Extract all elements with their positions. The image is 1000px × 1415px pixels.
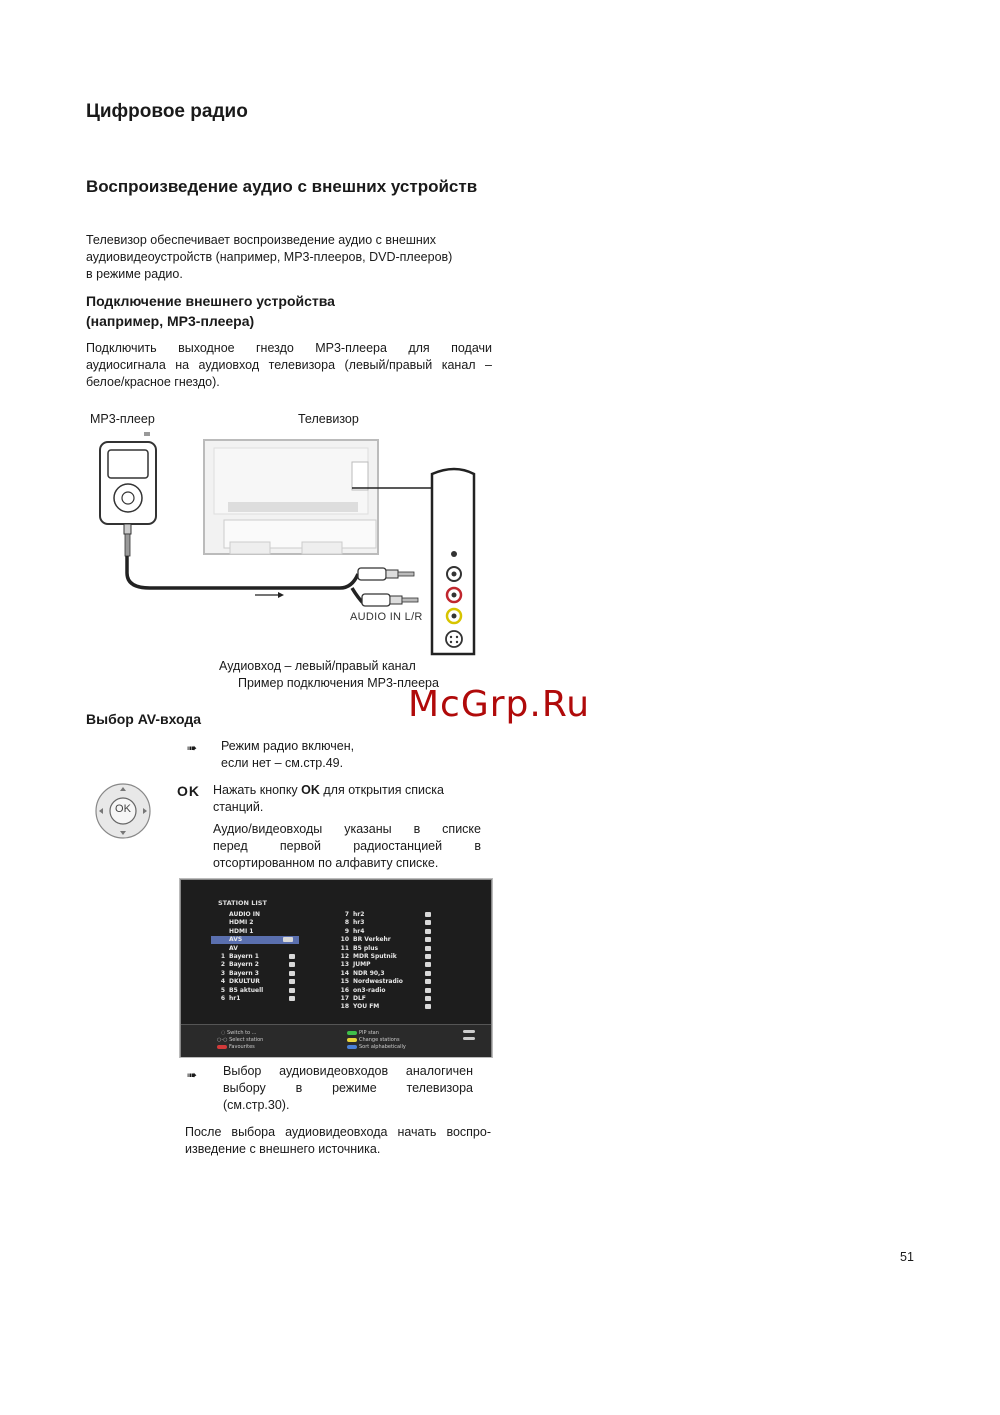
connect-heading-line-2: (например, MP3-плеера) — [86, 313, 255, 329]
footer-pill-icon-1 — [463, 1030, 475, 1033]
connect-line-1: Подключить выходное гнездо MP3-плеера для подачи — [86, 341, 492, 355]
diagram-caption-1: Аудиовход – левый/правый канал — [219, 659, 416, 673]
ok-key-label: OK — [177, 783, 200, 799]
av-line-1: Аудио/видеовходы указаны в списке — [213, 822, 481, 836]
radio-icon — [289, 962, 295, 967]
station-name: on3-radio — [353, 986, 386, 994]
page-title: Цифровое радио — [86, 101, 248, 122]
note-1-line-2: если нет – см.стр.49. — [221, 755, 344, 770]
ok-text-part-1: Нажать кнопку — [213, 783, 302, 797]
station-name: B5 plus — [353, 944, 379, 952]
station-name: hr2 — [353, 911, 365, 918]
radio-icon — [289, 954, 295, 959]
radio-icon — [289, 979, 295, 984]
station-name: AVS — [229, 936, 243, 944]
note-2-line-2: выбору в режиме телевизора — [223, 1080, 473, 1095]
av-paragraph — [213, 821, 481, 871]
footer-switch-to: ◌ Switch to ... — [221, 1030, 257, 1036]
station-number: 3 — [220, 969, 225, 977]
rca-plug-red — [362, 594, 418, 606]
after-paragraph — [185, 1124, 491, 1158]
station-number: 11 — [340, 944, 349, 952]
station-row[interactable] — [335, 919, 435, 927]
station-number: 1 — [220, 953, 225, 960]
connection-diagram — [90, 428, 490, 658]
note-1 — [221, 738, 354, 772]
station-number: 13 — [340, 961, 349, 969]
station-name: hr1 — [229, 995, 241, 1002]
station-name: Bayern 3 — [229, 969, 259, 977]
station-name: HDMI 1 — [229, 927, 254, 935]
station-name: AUDIO IN — [229, 911, 260, 918]
intro-paragraph — [86, 232, 492, 282]
radio-icon — [425, 937, 431, 942]
station-number: 4 — [220, 978, 225, 986]
footer-pip: PIP stan — [347, 1030, 379, 1036]
station-name: DKULTUR — [229, 978, 260, 986]
note-1-line-1: Режим радио включен, — [221, 739, 355, 753]
ok-instruction — [213, 782, 481, 816]
tv-back-illustration — [204, 440, 378, 554]
av-line-2: перед первой радиостанцией в — [213, 838, 481, 853]
footer-select-station: ○-○ Select station — [217, 1037, 264, 1043]
connect-line-2: аудиосигнала на аудиовход телевизора (левый/правый канал – — [86, 357, 492, 372]
station-number: 14 — [340, 969, 349, 977]
station-name: AV — [229, 944, 238, 952]
station-list-screen — [180, 879, 492, 1057]
station-row[interactable] — [335, 936, 435, 944]
selected-marker-icon — [283, 937, 293, 942]
station-number: 2 — [220, 961, 225, 969]
station-row[interactable] — [211, 919, 299, 927]
after-line-1: После выбора аудиовидеовхода начать воспро- — [185, 1125, 491, 1139]
page-number: 51 — [900, 1250, 914, 1264]
station-number: 5 — [220, 986, 225, 994]
radio-icon — [289, 996, 295, 1001]
station-number: 6 — [220, 995, 225, 1002]
radio-icon — [425, 971, 431, 976]
footer-pill-icon-2 — [463, 1037, 475, 1040]
station-name: hr3 — [353, 919, 365, 927]
note-2 — [223, 1063, 473, 1113]
station-name: Bayern 1 — [229, 953, 259, 960]
station-number: 16 — [340, 986, 349, 994]
connect-heading-line-1: Подключение внешнего устройства — [86, 293, 335, 309]
ok-instruction-line-2: станций. — [213, 799, 264, 814]
station-row[interactable] — [211, 978, 299, 986]
station-row[interactable] — [335, 987, 435, 995]
radio-icon — [425, 1004, 431, 1009]
station-row[interactable] — [335, 928, 435, 936]
mp3-label: MP3-плеер — [90, 412, 155, 426]
station-name: Nordwestradio — [353, 978, 403, 986]
station-number: 8 — [344, 919, 349, 927]
radio-icon — [425, 929, 431, 934]
station-list-title: STATION LIST — [218, 899, 267, 907]
station-name: HDMI 2 — [229, 919, 254, 927]
radio-icon — [425, 996, 431, 1001]
av-line-3: отсортированном по алфавиту списке. — [213, 855, 439, 870]
station-name: YOU FM — [353, 1003, 380, 1011]
intro-line-2: аудиовидеоустройств (например, MP3-плееров, DVD-плееров) — [86, 249, 453, 264]
connect-paragraph — [86, 340, 492, 390]
station-name: B5 aktuell — [229, 986, 264, 994]
station-row[interactable] — [335, 995, 435, 1003]
footer-change-stations: Change stations — [347, 1037, 400, 1043]
station-row[interactable] — [335, 945, 435, 953]
note-2-line-3: (см.стр.30). — [223, 1097, 290, 1112]
station-row[interactable] — [335, 978, 435, 986]
footer-sort: Sort alphabetically — [347, 1044, 406, 1050]
station-number: 12 — [340, 953, 349, 960]
station-name: NDR 90,3 — [353, 969, 385, 977]
tv-label: Телевизор — [298, 412, 359, 426]
station-row[interactable] — [211, 928, 299, 936]
connect-line-3: белое/красное гнездо). — [86, 374, 220, 389]
radio-icon — [425, 988, 431, 993]
mp3-player-illustration — [100, 432, 156, 556]
radio-icon — [425, 912, 431, 917]
ok-text-key: OK — [301, 783, 320, 797]
station-row[interactable] — [335, 961, 435, 969]
footer-favourites: Favourites — [217, 1044, 255, 1050]
station-row[interactable] — [335, 970, 435, 978]
radio-icon — [425, 946, 431, 951]
radio-icon — [289, 971, 295, 976]
station-row[interactable] — [335, 911, 435, 919]
station-name: BR Verkehr — [353, 936, 391, 944]
station-row[interactable] — [211, 995, 299, 1003]
station-number: 17 — [340, 995, 349, 1002]
radio-icon — [289, 988, 295, 993]
station-number: 18 — [340, 1003, 349, 1011]
station-name: Bayern 2 — [229, 961, 259, 969]
station-row[interactable] — [211, 970, 299, 978]
station-row[interactable] — [211, 953, 299, 961]
after-line-2: изведение с внешнего источника. — [185, 1141, 381, 1156]
station-number: 10 — [340, 936, 349, 944]
remote-ok-label: OK — [115, 803, 131, 815]
station-row[interactable] — [335, 1003, 435, 1011]
radio-icon — [425, 920, 431, 925]
audio-in-label: AUDIO IN L/R — [350, 611, 423, 623]
station-number: 9 — [344, 927, 349, 935]
station-row[interactable] — [211, 911, 299, 919]
tv-side-panel — [432, 469, 474, 654]
station-row[interactable] — [211, 945, 299, 953]
ok-instruction-line-1 — [213, 782, 481, 799]
ok-text-part-2: для открытия списка — [319, 783, 444, 797]
radio-icon — [425, 954, 431, 959]
station-name: hr4 — [353, 927, 365, 935]
av-heading: Выбор AV-входа — [86, 711, 202, 727]
intro-line-1: Телевизор обеспечивает воспроизведение аудио с внешних — [86, 233, 437, 247]
station-row[interactable] — [335, 953, 435, 961]
station-name: JUMP — [353, 961, 371, 969]
diagram-caption-2: Пример подключения MP3-плеера — [238, 676, 439, 690]
intro-line-3: в режиме радио. — [86, 266, 183, 281]
station-row[interactable] — [211, 961, 299, 969]
radio-icon — [425, 962, 431, 967]
radio-icon — [425, 979, 431, 984]
note-2-line-1: Выбор аудиовидеовходов аналогичен — [223, 1064, 473, 1078]
station-row[interactable] — [211, 987, 299, 995]
note-arrow-icon: ➠ — [187, 741, 198, 755]
station-name: MDR Sputnik — [353, 953, 397, 960]
note-arrow-icon: ➠ — [187, 1068, 198, 1082]
section-title: Воспроизведение аудио с внешних устройств — [86, 177, 478, 196]
connect-heading — [86, 291, 492, 331]
station-number: 15 — [340, 978, 349, 986]
station-list-footer — [181, 1024, 491, 1057]
station-name: DLF — [353, 995, 366, 1002]
watermark: McGrp.Ru — [408, 684, 591, 725]
rca-plug-white — [358, 568, 414, 580]
station-row[interactable] — [211, 936, 299, 944]
station-number: 7 — [344, 911, 349, 918]
